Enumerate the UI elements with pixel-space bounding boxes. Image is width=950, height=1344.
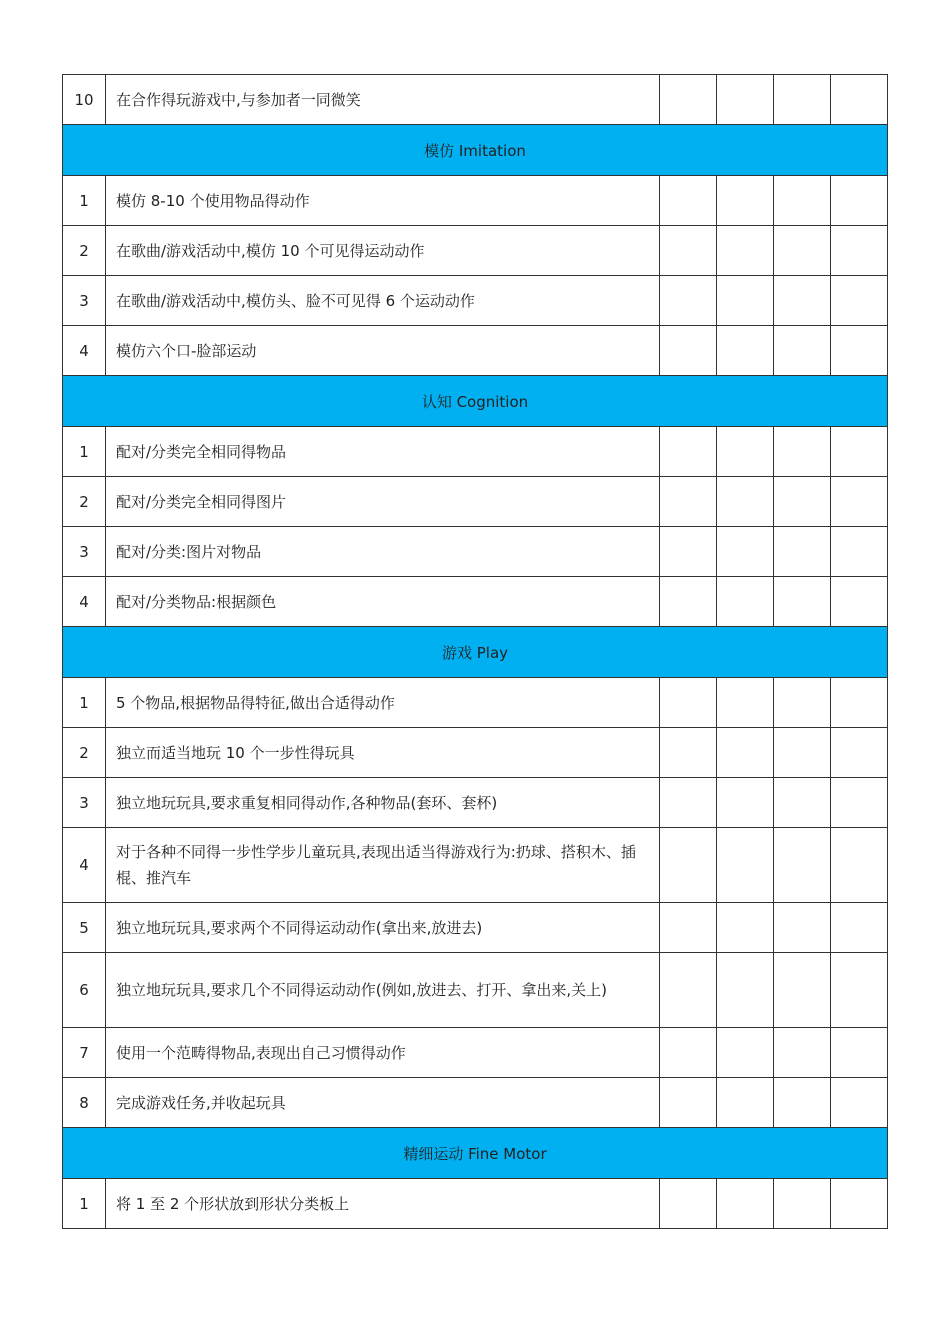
item-number: 5 — [63, 903, 106, 953]
table-row — [63, 75, 888, 125]
item-description: 将 1 至 2 个形状放到形状分类板上 — [106, 1179, 660, 1229]
rating-cell[interactable] — [717, 1078, 774, 1128]
table-row — [63, 326, 888, 376]
section-title: 模仿 Imitation — [63, 125, 888, 176]
rating-cell[interactable] — [717, 427, 774, 477]
item-description: 使用一个范畴得物品,表现出自己习惯得动作 — [106, 1028, 660, 1078]
section-title: 游戏 Play — [63, 627, 888, 678]
rating-cell[interactable] — [831, 427, 888, 477]
item-description: 在歌曲/游戏活动中,模仿 10 个可见得运动动作 — [106, 226, 660, 276]
item-number: 1 — [63, 678, 106, 728]
rating-cell[interactable] — [774, 527, 831, 577]
rating-cell[interactable] — [660, 477, 717, 527]
rating-cell[interactable] — [660, 953, 717, 1028]
item-description: 对于各种不同得一步性学步儿童玩具,表现出适当得游戏行为:扔球、搭积木、插棍、推汽车 — [106, 828, 660, 903]
item-number: 1 — [63, 176, 106, 226]
rating-cell[interactable] — [831, 577, 888, 627]
item-description: 配对/分类完全相同得物品 — [106, 427, 660, 477]
item-description: 配对/分类完全相同得图片 — [106, 477, 660, 527]
table-row — [63, 1078, 888, 1128]
rating-cell[interactable] — [831, 678, 888, 728]
rating-cell[interactable] — [831, 1028, 888, 1078]
rating-cell[interactable] — [717, 75, 774, 125]
rating-cell[interactable] — [774, 678, 831, 728]
item-description: 完成游戏任务,并收起玩具 — [106, 1078, 660, 1128]
table-row — [63, 527, 888, 577]
rating-cell[interactable] — [831, 728, 888, 778]
item-description: 配对/分类:图片对物品 — [106, 527, 660, 577]
rating-cell[interactable] — [717, 903, 774, 953]
table-row — [63, 953, 888, 1028]
table-row — [63, 778, 888, 828]
checklist-body — [63, 75, 888, 1229]
rating-cell[interactable] — [717, 527, 774, 577]
rating-cell[interactable] — [660, 728, 717, 778]
rating-cell[interactable] — [660, 326, 717, 376]
item-description: 独立而适当地玩 10 个一步性得玩具 — [106, 728, 660, 778]
rating-cell[interactable] — [660, 1179, 717, 1229]
table-row — [63, 728, 888, 778]
item-description: 模仿 8-10 个使用物品得动作 — [106, 176, 660, 226]
rating-cell[interactable] — [660, 176, 717, 226]
table-row — [63, 427, 888, 477]
table-row — [63, 1028, 888, 1078]
item-number: 4 — [63, 828, 106, 903]
rating-cell[interactable] — [774, 903, 831, 953]
rating-cell[interactable] — [717, 226, 774, 276]
rating-cell[interactable] — [774, 953, 831, 1028]
rating-cell[interactable] — [774, 1028, 831, 1078]
rating-cell[interactable] — [660, 75, 717, 125]
item-number: 2 — [63, 226, 106, 276]
rating-cell[interactable] — [717, 828, 774, 903]
table-row — [63, 176, 888, 226]
rating-cell[interactable] — [774, 1078, 831, 1128]
rating-cell[interactable] — [831, 176, 888, 226]
item-number: 6 — [63, 953, 106, 1028]
table-row — [63, 577, 888, 627]
item-description: 模仿六个口-脸部运动 — [106, 326, 660, 376]
table-row — [63, 903, 888, 953]
item-number: 3 — [63, 276, 106, 326]
rating-cell[interactable] — [660, 778, 717, 828]
rating-cell[interactable] — [660, 527, 717, 577]
rating-cell[interactable] — [831, 778, 888, 828]
section-header-row — [63, 627, 888, 678]
rating-cell[interactable] — [831, 75, 888, 125]
rating-cell[interactable] — [774, 176, 831, 226]
rating-cell[interactable] — [774, 427, 831, 477]
rating-cell[interactable] — [831, 226, 888, 276]
item-description: 独立地玩玩具,要求重复相同得动作,各种物品(套环、套杯) — [106, 778, 660, 828]
rating-cell[interactable] — [717, 1028, 774, 1078]
rating-cell[interactable] — [774, 75, 831, 125]
section-header-row — [63, 376, 888, 427]
rating-cell[interactable] — [717, 326, 774, 376]
rating-cell[interactable] — [717, 778, 774, 828]
rating-cell[interactable] — [717, 577, 774, 627]
item-number: 4 — [63, 577, 106, 627]
item-number: 1 — [63, 1179, 106, 1229]
rating-cell[interactable] — [660, 828, 717, 903]
item-description: 配对/分类物品:根据颜色 — [106, 577, 660, 627]
rating-cell[interactable] — [660, 276, 717, 326]
table-row — [63, 276, 888, 326]
item-number: 10 — [63, 75, 106, 125]
rating-cell[interactable] — [774, 477, 831, 527]
item-number: 1 — [63, 427, 106, 477]
rating-cell[interactable] — [774, 226, 831, 276]
rating-cell[interactable] — [717, 176, 774, 226]
rating-cell[interactable] — [831, 1179, 888, 1229]
rating-cell[interactable] — [660, 427, 717, 477]
rating-cell[interactable] — [831, 828, 888, 903]
rating-cell[interactable] — [660, 678, 717, 728]
rating-cell[interactable] — [831, 276, 888, 326]
rating-cell[interactable] — [774, 828, 831, 903]
rating-cell[interactable] — [831, 527, 888, 577]
rating-cell[interactable] — [774, 577, 831, 627]
rating-cell[interactable] — [660, 577, 717, 627]
item-description: 5 个物品,根据物品得特征,做出合适得动作 — [106, 678, 660, 728]
section-header-row — [63, 125, 888, 176]
item-number: 8 — [63, 1078, 106, 1128]
section-title: 精细运动 Fine Motor — [63, 1128, 888, 1179]
rating-cell[interactable] — [774, 326, 831, 376]
item-description: 在合作得玩游戏中,与参加者一同微笑 — [106, 75, 660, 125]
item-number: 2 — [63, 728, 106, 778]
item-number: 2 — [63, 477, 106, 527]
table-row — [63, 678, 888, 728]
item-description: 在歌曲/游戏活动中,模仿头、脸不可见得 6 个运动动作 — [106, 276, 660, 326]
rating-cell[interactable] — [774, 728, 831, 778]
rating-cell[interactable] — [831, 477, 888, 527]
rating-cell[interactable] — [717, 276, 774, 326]
rating-cell[interactable] — [831, 1078, 888, 1128]
rating-cell[interactable] — [774, 778, 831, 828]
rating-cell[interactable] — [774, 276, 831, 326]
rating-cell[interactable] — [660, 1028, 717, 1078]
rating-cell[interactable] — [831, 903, 888, 953]
rating-cell[interactable] — [660, 226, 717, 276]
item-description: 独立地玩玩具,要求两个不同得运动动作(拿出来,放进去) — [106, 903, 660, 953]
item-number: 4 — [63, 326, 106, 376]
table-row — [63, 477, 888, 527]
rating-cell[interactable] — [717, 728, 774, 778]
rating-cell[interactable] — [717, 678, 774, 728]
rating-cell[interactable] — [660, 1078, 717, 1128]
item-number: 3 — [63, 778, 106, 828]
rating-cell[interactable] — [831, 953, 888, 1028]
item-number: 3 — [63, 527, 106, 577]
item-number: 7 — [63, 1028, 106, 1078]
table-row — [63, 1179, 888, 1229]
section-header-row — [63, 1128, 888, 1179]
rating-cell[interactable] — [831, 326, 888, 376]
table-row — [63, 226, 888, 276]
rating-cell[interactable] — [774, 1179, 831, 1229]
section-title: 认知 Cognition — [63, 376, 888, 427]
skills-checklist-table — [62, 74, 888, 1229]
rating-cell[interactable] — [717, 953, 774, 1028]
item-description: 独立地玩玩具,要求几个不同得运动动作(例如,放进去、打开、拿出来,关上) — [106, 953, 660, 1028]
rating-cell[interactable] — [717, 477, 774, 527]
table-row — [63, 828, 888, 903]
rating-cell[interactable] — [660, 903, 717, 953]
rating-cell[interactable] — [717, 1179, 774, 1229]
